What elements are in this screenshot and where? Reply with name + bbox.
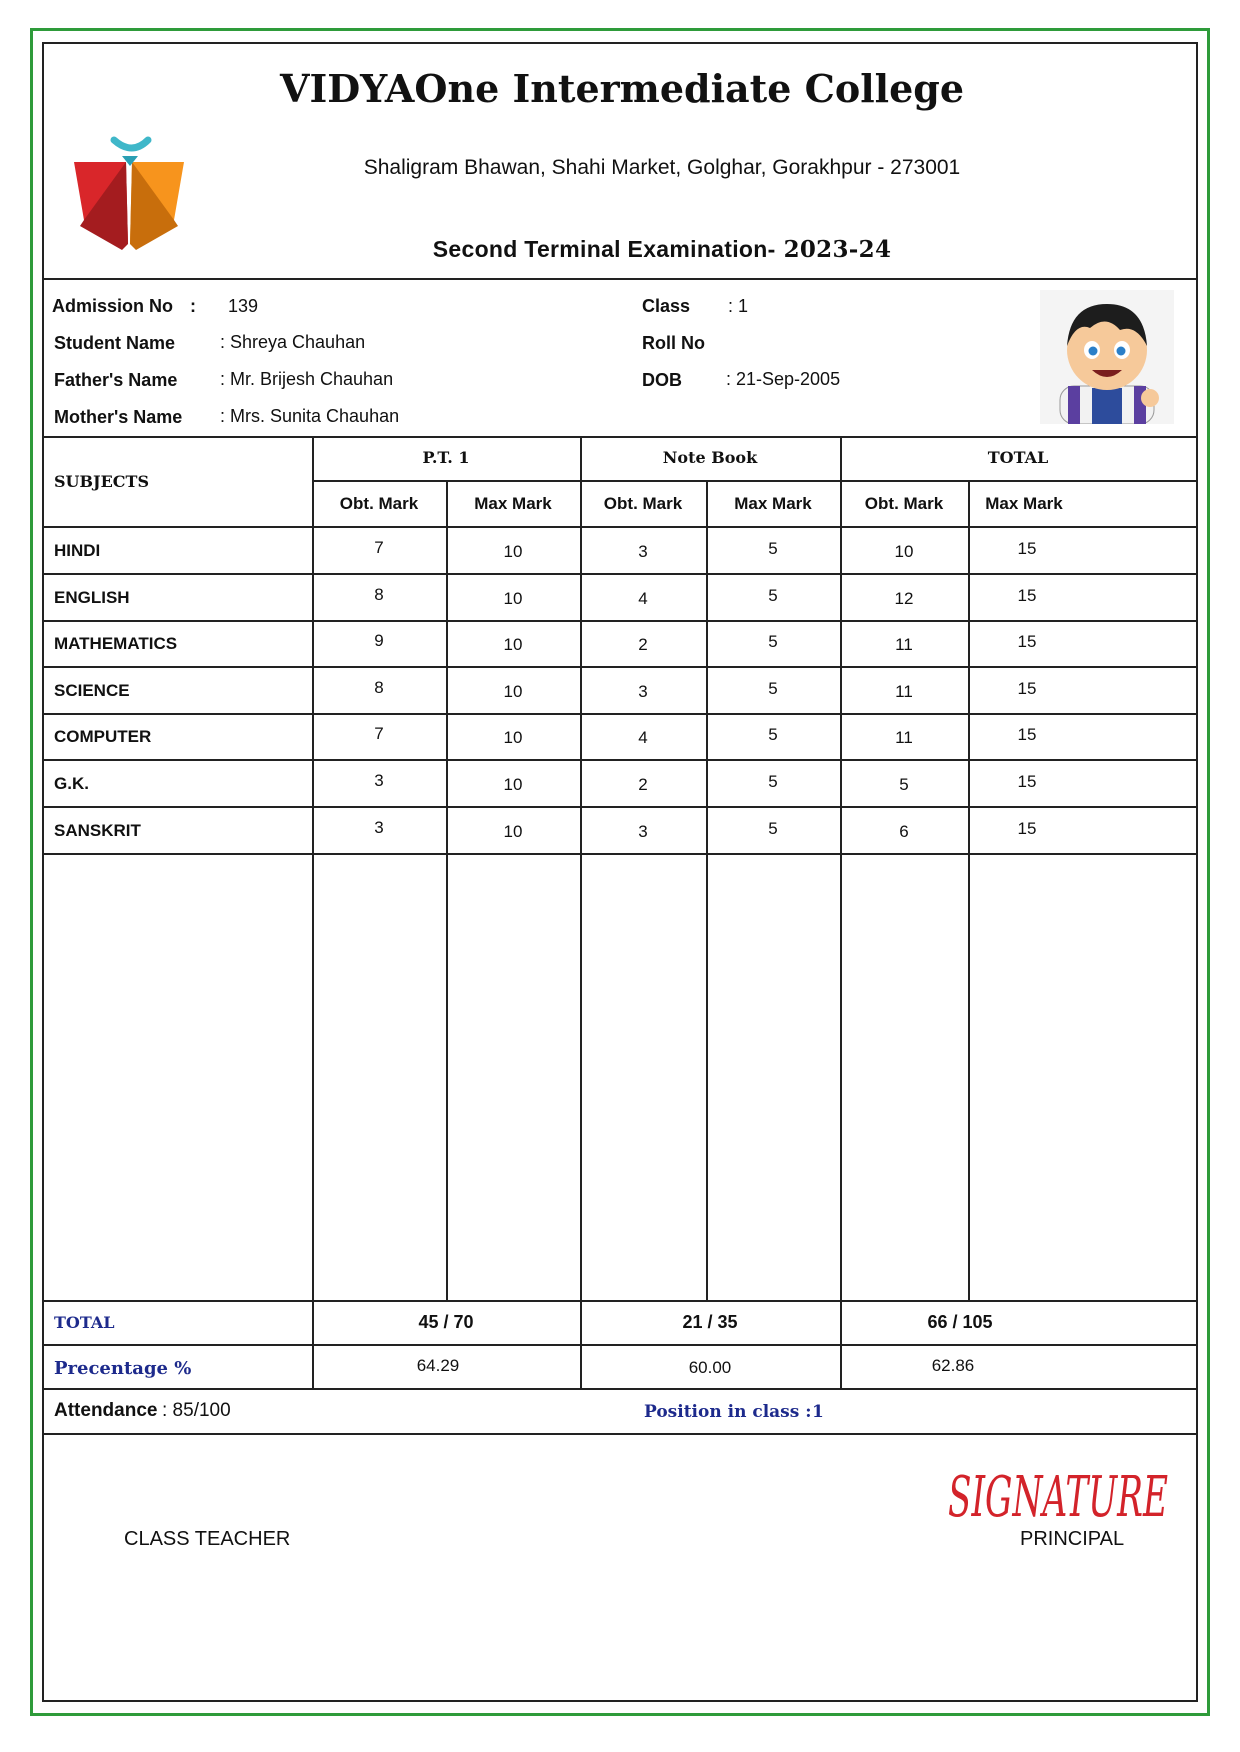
table-rule <box>44 573 1196 575</box>
table-rule <box>44 853 1196 855</box>
mother-name: : Mrs. Sunita Chauhan <box>220 406 400 426</box>
admission-label: Admission No <box>52 296 174 316</box>
total-value: 21 / 35 <box>682 1312 738 1332</box>
table-cell: 10 <box>894 542 914 561</box>
father-name: : Mr. Brijesh Chauhan <box>220 369 394 389</box>
table-cell: 5 <box>768 539 778 558</box>
table-cell: 5 <box>768 725 778 744</box>
table-cell: 15 <box>1017 586 1037 605</box>
school-logo-icon <box>66 132 196 252</box>
admission-number: 139 <box>228 296 259 316</box>
table-rule <box>580 436 582 1388</box>
subject-name: MATHEMATICS <box>54 634 178 653</box>
table-cell: 4 <box>638 589 648 608</box>
table-cell: 8 <box>374 678 384 697</box>
table-cell: 10 <box>503 822 523 841</box>
principal-label: PRINCIPAL <box>1020 1528 1125 1550</box>
exam-name: Second Terminal Examination- <box>432 236 776 262</box>
subjects-header: SUBJECTS <box>54 472 149 491</box>
column-header: Max Mark <box>734 494 812 513</box>
table-rule <box>44 1433 1196 1435</box>
table-cell: 15 <box>1017 539 1037 558</box>
table-cell: 15 <box>1017 819 1037 838</box>
dob-value: : 21-Sep-2005 <box>726 369 841 389</box>
table-cell: 12 <box>894 589 914 608</box>
percentage-value: 62.86 <box>931 1356 975 1375</box>
admission-separator: : <box>190 296 196 316</box>
table-rule <box>312 480 1196 482</box>
table-cell: 10 <box>503 542 523 561</box>
principal-signature <box>944 1448 1174 1536</box>
subject-name: SANSKRIT <box>54 821 141 840</box>
table-cell: 10 <box>503 682 523 701</box>
table-cell: 5 <box>768 819 778 838</box>
table-cell: 2 <box>638 775 648 794</box>
percentage-value: 64.29 <box>416 1356 460 1375</box>
table-rule <box>44 806 1196 808</box>
table-rule <box>44 1344 1196 1346</box>
table-cell: 11 <box>895 682 913 701</box>
report-card <box>42 42 1198 1702</box>
position-value: 1 <box>812 1402 824 1422</box>
exam-session: 2023-24 <box>783 236 892 263</box>
table-cell: 3 <box>638 542 648 561</box>
divider <box>44 278 1196 280</box>
father-name-label: Father's Name <box>54 370 178 390</box>
column-header: Max Mark <box>474 494 552 513</box>
table-cell: 15 <box>1017 632 1037 651</box>
school-address: Shaligram Bhawan, Shahi Market, Golghar, Gorakhpur - 273001 <box>363 156 961 179</box>
table-cell: 15 <box>1017 725 1037 744</box>
table-cell: 3 <box>374 771 384 790</box>
signature-text: SIGNATURE <box>948 1465 1168 1530</box>
group-header: Note Book <box>662 448 758 467</box>
table-cell: 7 <box>374 724 384 743</box>
total-value: 66 / 105 <box>927 1312 993 1332</box>
table-cell: 5 <box>768 632 778 651</box>
attendance-value: : 85/100 <box>162 1400 231 1421</box>
table-cell: 7 <box>374 538 384 557</box>
table-cell: 6 <box>899 822 909 841</box>
dob-label: DOB <box>642 370 682 390</box>
table-rule <box>44 1388 1196 1390</box>
table-cell: 4 <box>638 728 648 747</box>
table-cell: 9 <box>374 631 384 650</box>
group-header: P.T. 1 <box>422 448 470 467</box>
student-name-label: Student Name <box>54 333 176 353</box>
table-cell: 11 <box>895 728 913 747</box>
table-cell: 3 <box>638 682 648 701</box>
table-rule <box>44 620 1196 622</box>
table-rule <box>44 1300 1196 1302</box>
table-cell: 11 <box>895 635 913 654</box>
class-teacher-label: CLASS TEACHER <box>124 1528 291 1550</box>
group-header: TOTAL <box>987 448 1049 467</box>
student-name: : Shreya Chauhan <box>220 332 366 352</box>
percentage-label: Precentage % <box>54 1358 192 1379</box>
table-cell: 10 <box>503 775 523 794</box>
subject-name: ENGLISH <box>54 588 130 607</box>
table-cell: 3 <box>374 818 384 837</box>
column-header: Obt. Mark <box>339 494 419 513</box>
table-rule <box>44 713 1196 715</box>
subject-name: HINDI <box>54 541 101 560</box>
column-header: Obt. Mark <box>603 494 683 513</box>
table-rule <box>840 436 842 1388</box>
table-cell: 15 <box>1017 772 1037 791</box>
table-cell: 3 <box>638 822 648 841</box>
school-name: VIDYAOne Intermediate College <box>279 66 965 111</box>
table-cell: 2 <box>638 635 648 654</box>
class-label: Class <box>642 296 691 316</box>
attendance-label: Attendance <box>54 1400 158 1421</box>
table-cell: 10 <box>503 635 523 654</box>
student-photo <box>1040 290 1174 424</box>
table-cell: 5 <box>768 586 778 605</box>
class-value: : 1 <box>728 296 749 316</box>
position-label: Position in class : <box>644 1402 812 1422</box>
column-header: Obt. Mark <box>864 494 944 513</box>
mother-name-label: Mother's Name <box>54 407 183 427</box>
subject-name: SCIENCE <box>54 681 130 700</box>
table-cell: 8 <box>374 585 384 604</box>
table-cell: 5 <box>768 772 778 791</box>
divider <box>44 436 1196 438</box>
table-cell: 5 <box>899 775 909 794</box>
table-cell: 10 <box>503 589 523 608</box>
table-rule <box>44 759 1196 761</box>
subject-name: G.K. <box>54 774 89 793</box>
exam-title <box>44 236 1200 263</box>
subject-name: COMPUTER <box>54 727 152 746</box>
roll-no-label: Roll No <box>642 333 705 353</box>
column-header: Max Mark <box>985 494 1063 513</box>
percentage-value: 60.00 <box>688 1358 732 1377</box>
total-label: TOTAL <box>54 1313 115 1332</box>
table-cell: 10 <box>503 728 523 747</box>
table-rule <box>312 436 314 1388</box>
table-rule <box>44 526 1196 528</box>
table-rule <box>44 666 1196 668</box>
total-value: 45 / 70 <box>418 1312 474 1332</box>
table-cell: 15 <box>1017 679 1037 698</box>
table-cell: 5 <box>768 679 778 698</box>
